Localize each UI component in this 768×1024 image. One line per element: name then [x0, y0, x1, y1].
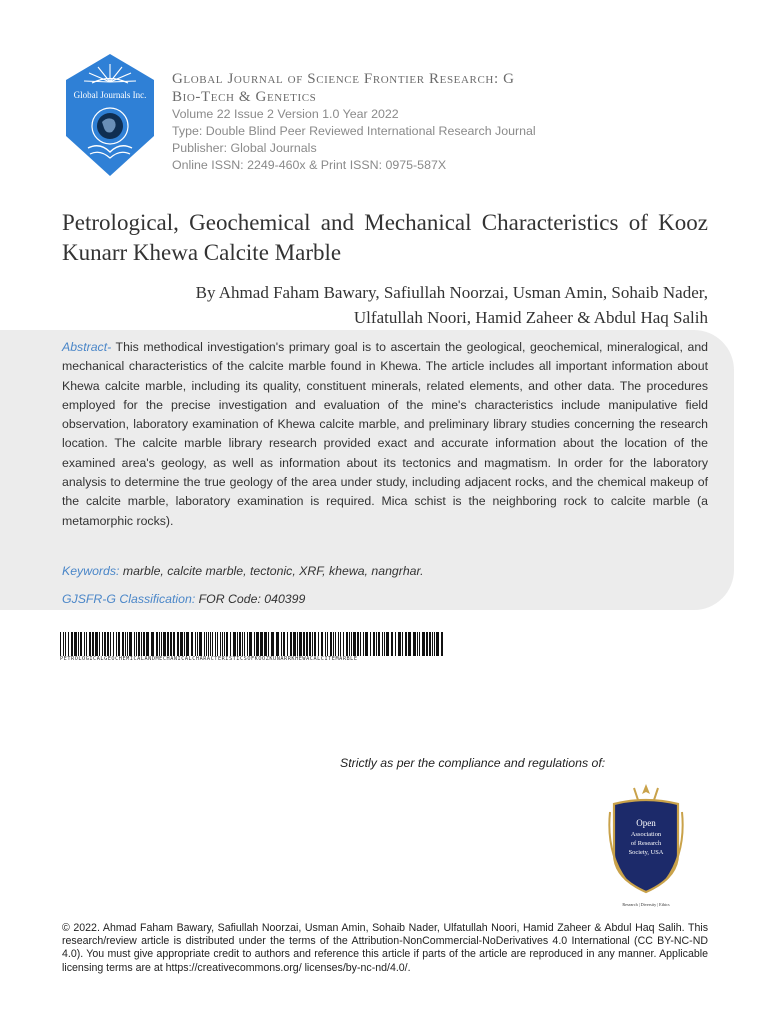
- abstract: [62, 338, 708, 531]
- barcode-bar: [382, 632, 383, 656]
- barcode-bar: [129, 632, 132, 656]
- barcode-bar: [314, 632, 316, 656]
- barcode-bar: [226, 632, 228, 656]
- barcode-bar: [429, 632, 431, 656]
- journal-header: [172, 70, 732, 174]
- barcode-bar: [384, 632, 385, 656]
- barcode-bar: [80, 632, 82, 656]
- barcode-bar: [92, 632, 94, 656]
- barcode-bar: [254, 632, 255, 656]
- barcode-bar: [184, 632, 185, 656]
- barcode-bar: [233, 632, 236, 656]
- barcode-bar: [422, 632, 425, 656]
- journal-type: Type: Double Blind Peer Reviewed International Research Journal: [172, 124, 536, 138]
- barcode-bar: [402, 632, 403, 656]
- oar-line4: Society, USA: [628, 849, 664, 856]
- barcode-bar: [217, 632, 218, 656]
- barcode-bar: [290, 632, 292, 656]
- authors-line2: Ulfatullah Noori, Hamid Zaheer & Abdul Haq Salih: [353, 308, 708, 327]
- barcode-bar: [281, 632, 282, 656]
- barcode-bar: [197, 632, 198, 656]
- barcode-bar: [360, 632, 361, 656]
- classification-text: FOR Code: 040399: [198, 592, 306, 606]
- barcode-bar: [63, 632, 64, 656]
- barcode-text: PETROLOGICALGEOCHEMICALANDMECHANICALCHARACTERISTICSOFKOOZKUNARRKHEWACALCITEMARBLE: [60, 656, 358, 662]
- barcode-bar: [370, 632, 371, 656]
- barcode-bar: [136, 632, 137, 656]
- barcode-bar: [335, 632, 336, 656]
- barcode-bar: [84, 632, 85, 656]
- barcode-bar: [256, 632, 259, 656]
- barcode-bar: [441, 632, 443, 656]
- barcode-bar: [167, 632, 169, 656]
- barcode-bar: [107, 632, 109, 656]
- barcode-bar: [426, 632, 428, 656]
- barcode-bar: [321, 632, 323, 656]
- barcode-bar: [287, 632, 288, 656]
- paper-title: Petrological, Geochemical and Mechanical Characteristics of Kooz Kunarr Khewa Calcite Marble: [62, 210, 708, 265]
- journal-issn: Online ISSN: 2249-460x & Print ISSN: 0975-587X: [172, 158, 447, 172]
- barcode-bar: [413, 632, 416, 656]
- barcode-bar: [163, 632, 166, 656]
- barcode-bar: [271, 632, 274, 656]
- barcode-bar: [161, 632, 162, 656]
- barcode-bar: [151, 632, 154, 656]
- abstract-label: Abstract-: [62, 340, 112, 354]
- barcode-bar: [340, 632, 341, 656]
- copyright-footer: © 2022. Ahmad Faham Bawary, Safiullah Noorzai, Usman Amin, Sohaib Nader, Ulfatullah Noori, Hamid Zaheer & Abdul Haq Salih. This research/review article is distributed under the terms of the Attribution-NonCommercial-NoDerivatives 4.0 International (CC BY-NC-ND 4.0). You must give appropriate credit to authors and reference this article if parts of the article are reproduced in any manner. Applicable licensing terms are at https://creativecommons.org/ licenses/by-nc-nd/4.0/.: [62, 922, 708, 974]
- journal-publisher: Publisher: Global Journals: [172, 141, 317, 155]
- barcode-bar: [408, 632, 411, 656]
- classification: [62, 590, 305, 608]
- global-journals-logo: [62, 52, 158, 178]
- oar-tagline: Research | Diversity | Ethics: [622, 902, 670, 907]
- barcode-bar: [247, 632, 248, 656]
- barcode-bar: [260, 632, 263, 656]
- barcode-bar: [127, 632, 128, 656]
- barcode-bar: [309, 632, 311, 656]
- barcode-bar: [186, 632, 189, 656]
- barcode-bar: [141, 632, 142, 656]
- barcode-bar: [143, 632, 145, 656]
- barcode-bar: [104, 632, 106, 656]
- barcode-bar: [264, 632, 267, 656]
- journal-title-line1: Global Journal of Science Frontier Research: G: [172, 71, 515, 87]
- barcode-bar: [230, 632, 231, 656]
- barcode-bar: [122, 632, 124, 656]
- barcode-bar: [432, 632, 433, 656]
- barcode-bar: [60, 632, 61, 656]
- barcode-bar: [333, 632, 334, 656]
- keywords-text: marble, calcite marble, tectonic, XRF, khewa, nangrhar.: [122, 564, 424, 578]
- barcode-bar: [343, 632, 344, 656]
- barcode-bar: [116, 632, 117, 656]
- barcode-bar: [398, 632, 401, 656]
- barcode-bar: [177, 632, 179, 656]
- barcode-bar: [195, 632, 196, 656]
- barcode-bar: [220, 632, 221, 656]
- barcode-bar: [330, 632, 332, 656]
- barcode-bar: [199, 632, 202, 656]
- barcode-bar: [71, 632, 73, 656]
- keywords: [62, 562, 424, 580]
- barcode-bar: [363, 632, 364, 656]
- classification-label: GJSFR-G Classification:: [62, 592, 196, 606]
- barcode-bar: [95, 632, 98, 656]
- compliance-text: Strictly as per the compliance and regulations of:: [340, 756, 606, 770]
- barcode-bar: [86, 632, 87, 656]
- barcode-bar: [206, 632, 207, 656]
- barcode-bar: [99, 632, 100, 656]
- barcode-bar: [249, 632, 252, 656]
- barcode-bar: [325, 632, 326, 656]
- barcode-bar: [125, 632, 126, 656]
- barcode-bar: [365, 632, 368, 656]
- oar-society-logo: [604, 782, 688, 912]
- barcode-bar: [436, 632, 439, 656]
- barcode-bar: [419, 632, 420, 656]
- barcode-bar: [376, 632, 377, 656]
- oar-line2: Association: [630, 831, 662, 838]
- barcode-bar: [303, 632, 305, 656]
- barcode-bar: [173, 632, 175, 656]
- paper-authors: [68, 280, 708, 330]
- barcode-bar: [224, 632, 225, 656]
- barcode-bar: [212, 632, 213, 656]
- barcode-bar: [89, 632, 91, 656]
- barcode-bar: [244, 632, 245, 656]
- barcode-bar: [215, 632, 216, 656]
- barcode-bar: [159, 632, 160, 656]
- barcode-bar: [346, 632, 348, 656]
- barcode-bar: [268, 632, 269, 656]
- barcode-bar: [118, 632, 120, 656]
- barcode-bar: [327, 632, 328, 656]
- barcode-bar: [237, 632, 238, 656]
- barcode-bar: [312, 632, 313, 656]
- barcode-bar: [417, 632, 418, 656]
- logo-text: Global Journals Inc.: [73, 90, 147, 100]
- abstract-text: This methodical investigation's primary goal is to ascertain the geological, geochemical, mineralogical, and mechanical characteristics of the calcite marble found in Khewa. The article includes all important information about Khewa calcite marble, including its quality, constituent minerals, related elements, and other data. The procedures employed for the precise investigation and evaluation of the mine's characteristics include manipulative field observation, laboratory examination of Khewa calcite marble, and preliminary library studies concerning the research location. The calcite marble library research provided exact and accurate information about the location of the examined area's geology, as well as information about its tectonics and magmatism. In order for the laboratory analysis to determine the true geology of the area under study, including adjacent rocks, and the chemical makeup of the calcite marble, laboratory examination is required. Mica schist is the neighboring rock to calcite marble (a metamorphic rocks).: [62, 340, 708, 528]
- barcode-bar: [191, 632, 193, 656]
- keywords-label: Keywords:: [62, 564, 120, 578]
- barcode-bar: [293, 632, 296, 656]
- barcode-bar: [170, 632, 172, 656]
- barcode-bar: [349, 632, 350, 656]
- barcode-bar: [391, 632, 393, 656]
- barcode: [60, 632, 446, 656]
- barcode-bar: [318, 632, 319, 656]
- barcode-bar: [204, 632, 205, 656]
- barcode-bar: [306, 632, 308, 656]
- barcode-bar: [405, 632, 407, 656]
- barcode-bar: [297, 632, 298, 656]
- barcode-bar: [68, 632, 69, 656]
- barcode-bar: [395, 632, 396, 656]
- journal-volume: Volume 22 Issue 2 Version 1.0 Year 2022: [172, 107, 399, 121]
- barcode-bar: [373, 632, 375, 656]
- barcode-bar: [102, 632, 103, 656]
- barcode-bar: [239, 632, 241, 656]
- barcode-bar: [180, 632, 183, 656]
- authors-line1: By Ahmad Faham Bawary, Safiullah Noorzai, Usman Amin, Sohaib Nader,: [195, 283, 708, 302]
- barcode-bar: [113, 632, 114, 656]
- barcode-bar: [338, 632, 339, 656]
- barcode-bar: [351, 632, 352, 656]
- barcode-bar: [74, 632, 77, 656]
- barcode-bar: [386, 632, 389, 656]
- barcode-bar: [299, 632, 302, 656]
- barcode-bar: [434, 632, 435, 656]
- barcode-bar: [138, 632, 140, 656]
- barcode-bar: [210, 632, 211, 656]
- barcode-bar: [78, 632, 79, 656]
- barcode-bar: [156, 632, 158, 656]
- journal-title-line2: Bio-Tech & Genetics: [172, 89, 317, 105]
- barcode-bar: [357, 632, 359, 656]
- oar-line3: of Research: [630, 840, 662, 847]
- barcode-bar: [208, 632, 209, 656]
- barcode-bar: [146, 632, 149, 656]
- oar-line1: Open: [636, 818, 656, 828]
- barcode-bar: [65, 632, 66, 656]
- barcode-bar: [283, 632, 285, 656]
- barcode-bar: [222, 632, 223, 656]
- barcode-bar: [378, 632, 380, 656]
- barcode-bar: [242, 632, 243, 656]
- barcode-bar: [134, 632, 135, 656]
- barcode-bar: [353, 632, 356, 656]
- barcode-bar: [110, 632, 111, 656]
- barcode-bar: [276, 632, 279, 656]
